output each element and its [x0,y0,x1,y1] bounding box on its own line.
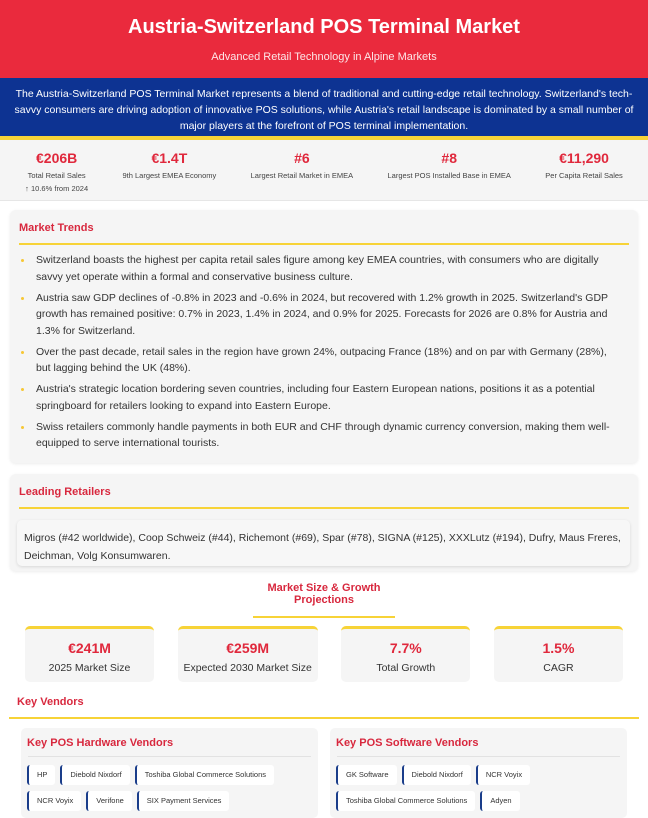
hardware-vendors-card [21,728,318,818]
vendor-tag: GK Software [336,765,397,785]
stat-value: €11,290 [559,150,609,166]
kpi-total-growth [341,626,470,682]
vendor-tag: Adyen [480,791,519,811]
projections-kpis [0,626,648,682]
trends-list [10,245,638,452]
stat-label: Per Capita Retail Sales [545,171,623,180]
list-item-text: Swiss retailers commonly handle payments in both EUR and CHF through dynamic currency conversion, making them well-equipped to serve international tourists. [36,420,610,449]
intro-banner [0,78,648,140]
kpi-2025-market-size [25,626,154,682]
stat-label: Largest Retail Market in EMEA [250,171,354,180]
card-title: Key POS Hardware Vendors [27,737,174,749]
stat-pos-installed-rank [388,149,511,200]
vendor-tags [26,757,313,811]
card-title: Key POS Software Vendors [336,737,479,749]
stat-value: #8 [441,150,457,166]
vendor-tag: Verifone [86,791,132,811]
kpi-value: 1.5% [542,640,575,656]
kpi-value: 7.7% [389,640,422,656]
stat-value: €206B [36,150,78,166]
stat-value: #6 [294,150,310,166]
list-item-text: Switzerland boasts the highest per capita retail sales figure among key EMEA countries, with consumers who are digitally savvy yet operate within a formal and conservative business culture. [36,254,599,283]
list-item [19,381,624,414]
list-item-text: Austria's strategic location bordering seven countries, including four Eastern European nations, positions it as a potential springboard for retailers looking to expand into Eastern Europe. [36,383,595,412]
vendor-tag: Toshiba Global Commerce Solutions [336,791,475,811]
page-header [0,0,648,78]
divider [19,507,629,509]
kpi-label: Expected 2030 Market Size [183,662,312,674]
bullet-icon [21,388,24,391]
bullet-icon [21,426,24,429]
kpi-label: 2025 Market Size [48,662,131,674]
vendor-tag: NCR Voyix [27,791,81,811]
vendor-columns [0,728,648,818]
section-title: Leading Retailers [19,486,111,498]
vendor-tag: Diebold Nixdorf [60,765,129,785]
list-item-text: Over the past decade, retail sales in the region have grown 24%, outpacing France (18%) and on par with Germany (28%), but lagging behind the UK (48%). [36,345,607,374]
list-item [19,419,624,452]
stats-bar [0,140,648,201]
vendor-tag: HP [27,765,55,785]
page-title: Austria-Switzerland POS Terminal Market [128,16,520,38]
retailers-text: Migros (#42 worldwide), Coop Schweiz (#44), Richemont (#69), Spar (#78), SIGNA (#125), XXXLutz (#194), Dufry, Maus Freres, Deichman, Volg Konsumwaren. [17,520,630,566]
kpi-value: €259M [226,640,270,656]
vendor-tag: Diebold Nixdorf [402,765,471,785]
kpi-label: CAGR [543,662,574,674]
stat-label: 9th Largest EMEA Economy [122,171,217,180]
stat-label: Total Retail Sales [27,171,86,180]
page-subtitle: Advanced Retail Technology in Alpine Markets [211,51,437,63]
section-title: Market Trends [19,222,94,234]
section-title: Market Size & Growth Projections [253,582,395,618]
projections-heading [0,582,648,618]
vendor-tag: NCR Voyix [476,765,530,785]
intro-text: The Austria-Switzerland POS Terminal Market represents a blend of traditional and cutting-edge retail technology. Switzerland's tech-savvy consumers are driving adoption of innovative POS solutions, while Austria's retail landscape is dominated by a small number of major players at the forefront of POS terminal implementation. [14,88,634,132]
stat-economy [122,149,216,200]
list-item [19,290,624,340]
software-vendors-card [330,728,627,818]
vendor-tag: SIX Payment Services [137,791,230,811]
stat-total-retail-sales [25,149,88,200]
bullet-icon [21,259,24,262]
stat-label: Largest POS Installed Base in EMEA [387,171,511,180]
list-item [19,344,624,377]
vendor-tags [335,757,622,811]
kpi-value: €241M [68,640,111,656]
divider [9,717,639,719]
market-trends-card [10,210,638,463]
stat-change: ↑ 10.6% from 2024 [25,184,89,193]
stat-per-capita [545,149,623,200]
stat-value: €1.4T [151,150,188,166]
bullet-icon [21,351,24,354]
list-item [19,252,624,285]
stat-retail-market-rank [251,149,354,200]
leading-retailers-card [10,474,638,571]
kpi-label: Total Growth [376,662,436,674]
kpi-2030-market-size [178,626,318,682]
bullet-icon [21,297,24,300]
list-item-text: Austria saw GDP declines of -0.8% in 2023 and -0.6% in 2024, but recovered with 1.2% growth in 2025. Switzerland's GDP growth has remained positive: 0.7% in 2023, 1.4% in 2024, and 0.9% for 2025. Forecasts for 2026 are 0.8% for Austria and 1.3% for Switzerland. [36,291,608,337]
kpi-cagr [494,626,623,682]
section-title: Key Vendors [17,696,84,708]
vendor-tag: Toshiba Global Commerce Solutions [135,765,274,785]
